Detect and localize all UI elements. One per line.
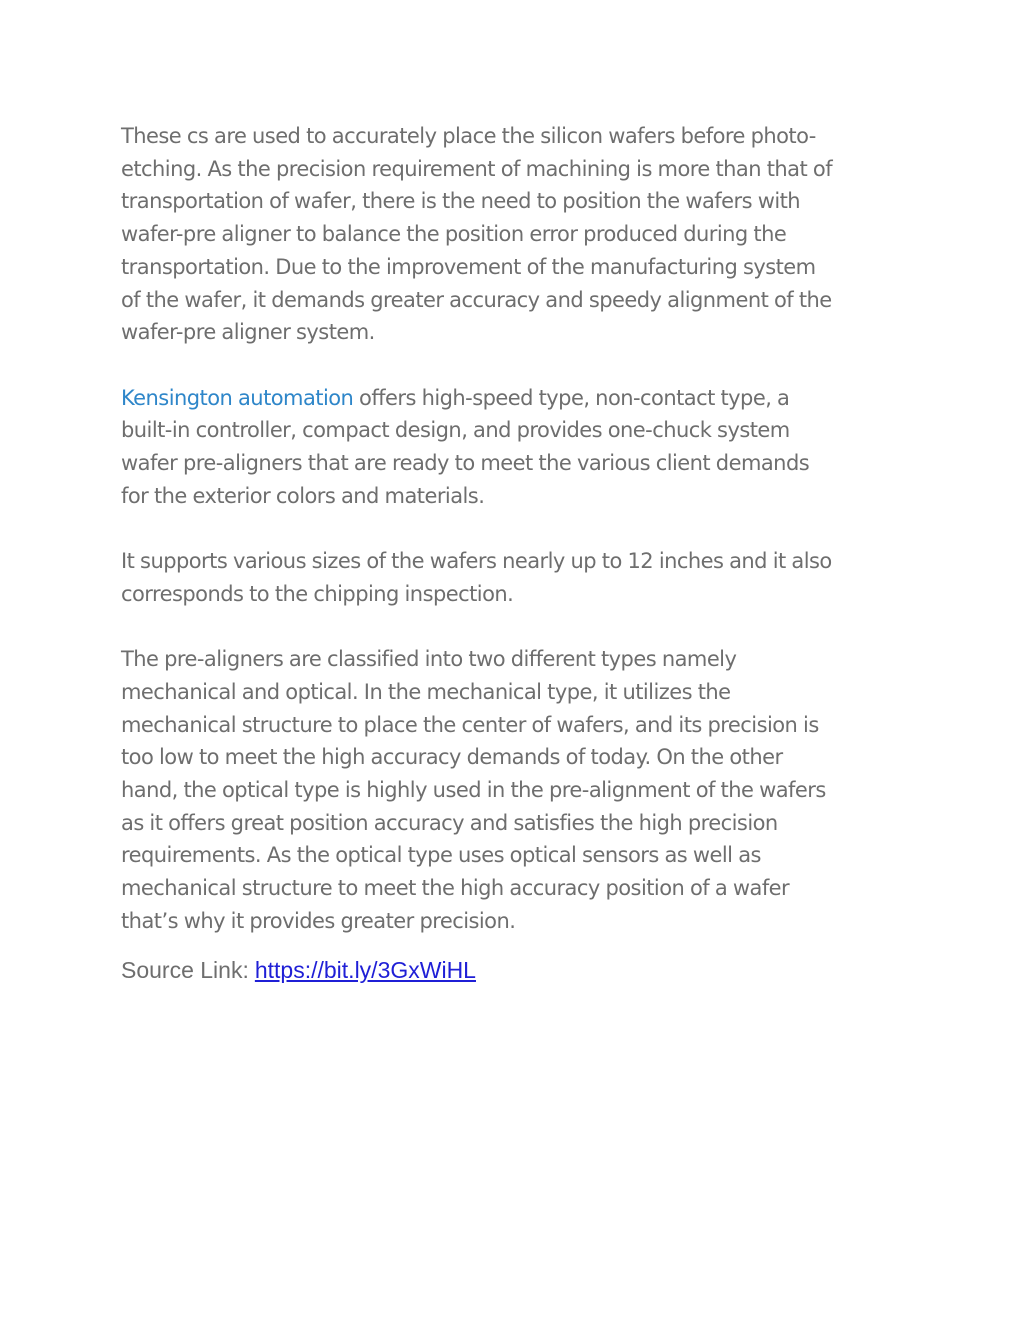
text-line: too low to meet the high accuracy demands of today. On the other [121, 745, 783, 770]
text-line: etching. As the precision requirement of machining is more than that of [121, 156, 833, 181]
text-line [121, 382, 911, 415]
text-line: wafer pre-aligners that are ready to meet the various client demands [121, 451, 810, 476]
text-line: wafer-pre aligner system. [121, 320, 375, 345]
text-line: transportation of wafer, there is the need to position the wafers with [121, 189, 801, 214]
text-line: that’s why it provides greater precision. [121, 908, 516, 933]
text-line: transportation. Due to the improvement of the manufacturing system [121, 254, 816, 279]
text-line: built-in controller, compact design, and provides one-chuck system [121, 418, 790, 443]
text-line: These cs are used to accurately place the silicon wafers before photo- [121, 124, 816, 148]
paragraph-intro [121, 120, 911, 349]
text-line-rest: offers high-speed type, non-contact type, a [353, 385, 790, 410]
text-line: requirements. As the optical type uses optical sensors as well as [121, 843, 761, 868]
text-line: wafer-pre aligner to balance the position error produced during the [121, 222, 787, 247]
document-body [121, 120, 911, 938]
text-line: mechanical and optical. In the mechanical type, it utilizes the [121, 679, 731, 704]
source-url-link[interactable]: https://bit.ly/3GxWiHL [254, 957, 476, 983]
text-line: hand, the optical type is highly used in the pre-alignment of the wafers [121, 778, 826, 803]
text-line: It supports various sizes of the wafers nearly up to 12 inches and it also [121, 549, 832, 574]
source-link-row [121, 955, 476, 985]
paragraph-types [121, 643, 911, 937]
kensington-automation-link[interactable]: Kensington automation [121, 385, 354, 410]
text-line: mechanical structure to place the center of wafers, and its precision is [121, 712, 819, 737]
text-line: corresponds to the chipping inspection. [121, 581, 514, 606]
text-line: for the exterior colors and materials. [121, 483, 485, 508]
paragraph-sizes [121, 545, 911, 610]
text-line: of the wafer, it demands greater accuracy and speedy alignment of the [121, 287, 832, 312]
text-line: as it offers great position accuracy and satisfies the high precision [121, 810, 778, 835]
text-line: The pre-aligners are classified into two different types namely [121, 647, 737, 672]
paragraph-kensington [121, 382, 911, 513]
text-line: mechanical structure to meet the high accuracy position of a wafer [121, 876, 790, 901]
source-link-label: Source Link: [121, 957, 249, 983]
